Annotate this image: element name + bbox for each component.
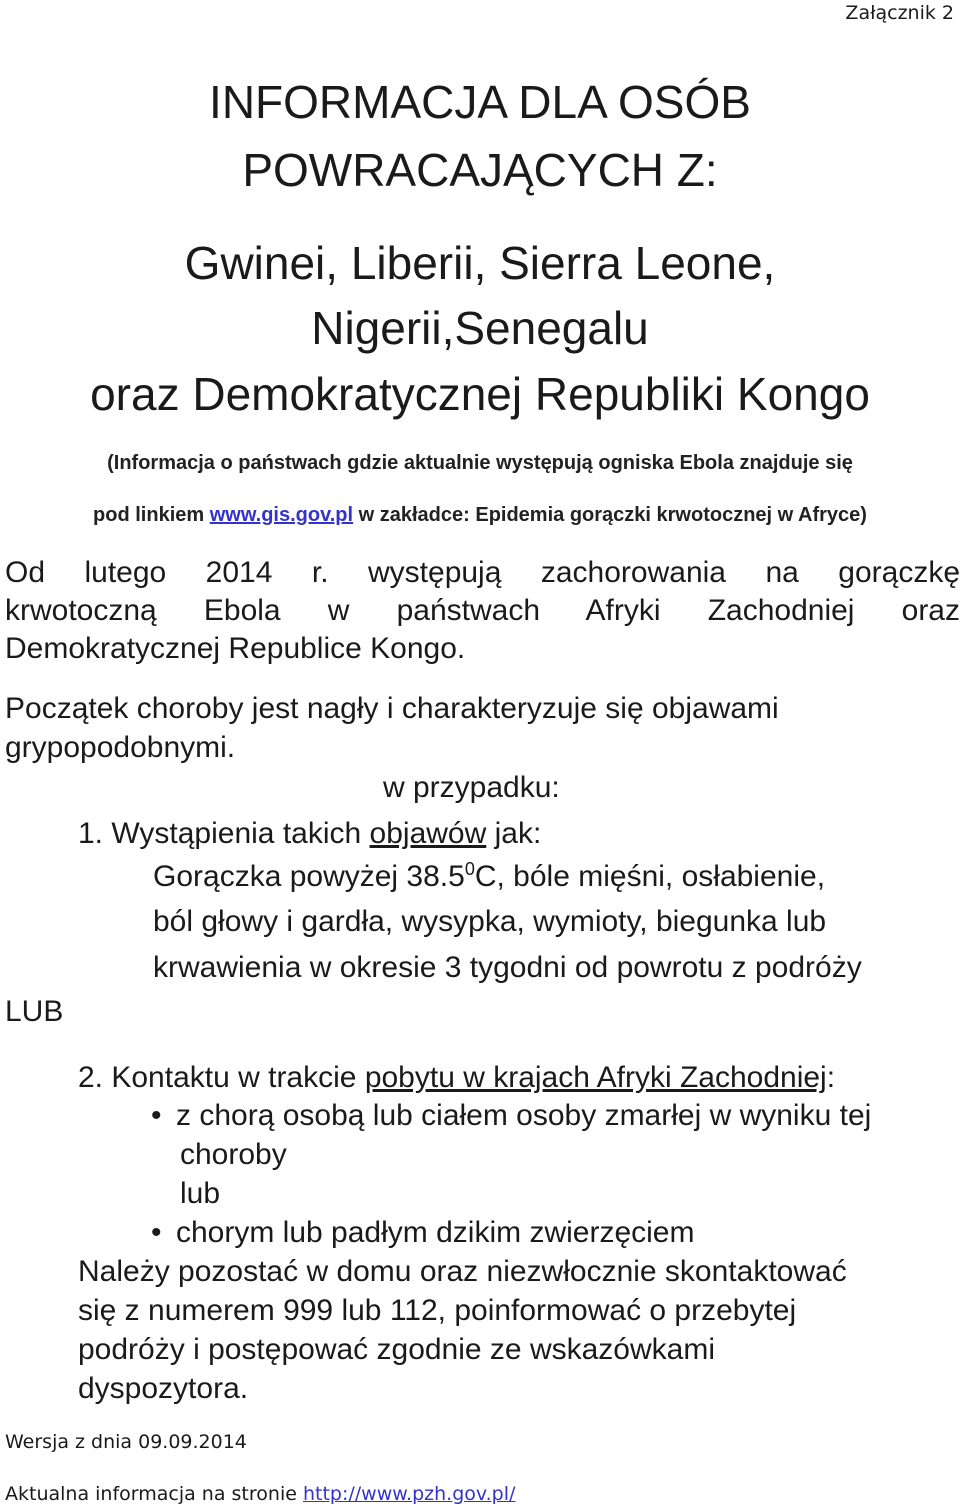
item-1-prefix: 1. Wystąpienia takich <box>78 817 370 850</box>
item-2-heading <box>78 1061 835 1095</box>
bullet-1-line-3: lub <box>180 1177 221 1210</box>
item-1-heading <box>78 817 541 851</box>
info-note-suffix: w zakładce: Epidemia gorączki krwotocznej w Afryce) <box>353 504 867 526</box>
info-note-prefix: pod linkiem <box>93 504 210 526</box>
symptoms-line-3: krwawienia w okresie 3 tygodni od powrotu z podróży <box>153 951 862 984</box>
item-1-underlined: objawów <box>369 817 487 850</box>
version-date: Wersja z dnia 09.09.2014 <box>5 1431 247 1453</box>
symptoms-text-a: Gorączka powyżej 38.5 <box>153 860 465 893</box>
instruction-line-2: się z numerem 999 lub 112, poinformować o przebytej <box>78 1294 797 1327</box>
item-2-prefix: 2. Kontaktu w trakcie <box>78 1061 365 1094</box>
title-line-1: INFORMACJA DLA OSÓB <box>209 76 751 128</box>
attachment-label: Załącznik 2 <box>845 2 954 24</box>
bullet-2-icon: • <box>151 1216 162 1249</box>
title-line-5: oraz Demokratycznej Republiki Kongo <box>90 368 870 420</box>
onset-line-1: Początek choroby jest nagły i charakteryzuje się objawami <box>5 692 779 725</box>
current-info-prefix: Aktualna informacja na stronie <box>5 1483 303 1505</box>
title-line-3: Gwinei, Liberii, Sierra Leone, <box>184 237 776 289</box>
symptoms-line-1 <box>153 860 825 894</box>
item-2-underlined: pobytu w krajach Afryki Zachodniej <box>364 1061 827 1094</box>
title-line-2: POWRACAJĄCYCH Z: <box>242 144 718 196</box>
pzh-link[interactable]: http://www.pzh.gov.pl/ <box>302 1483 516 1505</box>
item-1-suffix: jak: <box>486 817 542 850</box>
gis-link[interactable]: www.gis.gov.pl <box>209 504 354 526</box>
current-info-line <box>5 1483 515 1505</box>
info-note-line-1: (Informacja o państwach gdzie aktualnie występują ogniska Ebola znajduje się <box>107 452 853 474</box>
degree-sup: 0 <box>464 859 475 879</box>
intro-line-3: Demokratycznej Republice Kongo. <box>5 632 466 665</box>
instruction-line-4: dyspozytora. <box>78 1372 249 1405</box>
intro-line-1: Od lutego 2014 r. występują zachorowania na gorączkę <box>5 556 960 589</box>
bullet-2-line: chorym lub padłym dzikim zwierzęciem <box>176 1216 695 1249</box>
case-header: w przypadku: <box>383 771 560 804</box>
onset-line-2: grypopodobnymi. <box>5 731 236 764</box>
instruction-line-1: Należy pozostać w domu oraz niezwłocznie skontaktować <box>78 1255 847 1288</box>
bullet-1-line-1: z chorą osobą lub ciałem osoby zmarłej w wyniku tej <box>176 1099 872 1132</box>
bullet-1-icon: • <box>151 1099 162 1132</box>
bullet-1-line-2: choroby <box>180 1138 287 1171</box>
item-2-suffix: : <box>826 1061 836 1094</box>
symptoms-line-2: ból głowy i gardła, wysypka, wymioty, biegunka lub <box>153 905 827 938</box>
symptoms-text-b: C, bóle mięśni, osłabienie, <box>474 860 826 893</box>
title-line-4: Nigerii,Senegalu <box>311 302 649 354</box>
info-note-line-2 <box>0 504 960 527</box>
or-label: LUB <box>5 995 64 1028</box>
instruction-line-3: podróży i postępować zgodnie ze wskazówkami <box>78 1333 715 1366</box>
intro-line-2: krwotoczną Ebola w państwach Afryki Zachodniej oraz <box>5 594 960 627</box>
